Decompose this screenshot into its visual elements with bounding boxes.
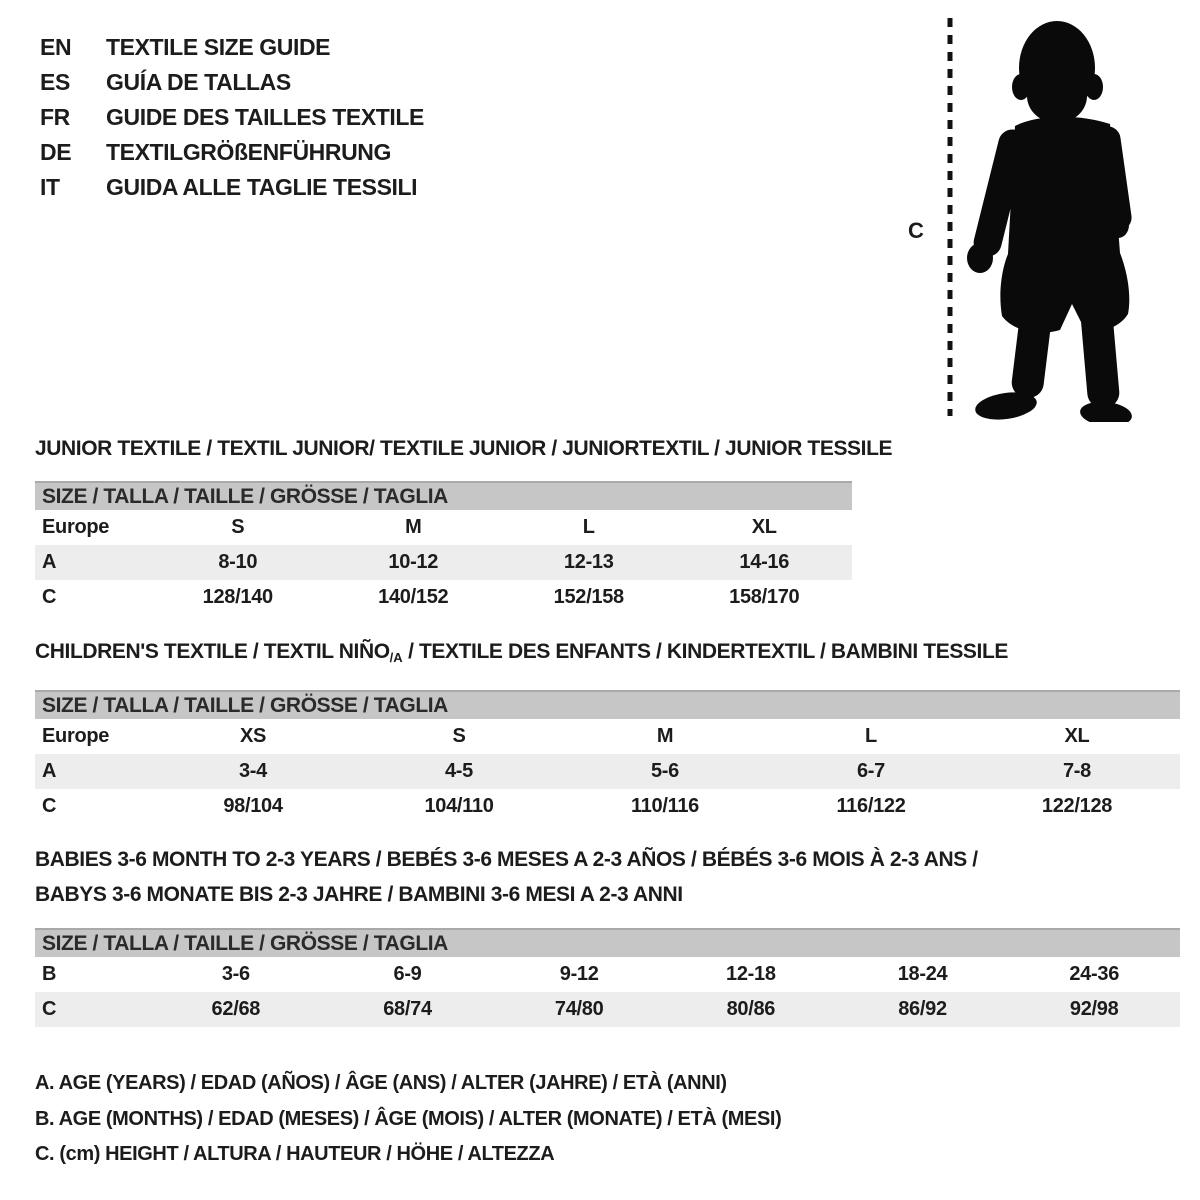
age-cell: 14-16 [739,551,790,573]
table-row-height-cm [35,580,852,615]
junior-section-title: JUNIOR TEXTILE / TEXTIL JUNIOR/ TEXTILE JUNIOR / JUNIORTEXTIL / JUNIOR TESSILE [35,437,893,460]
age-cell: 18-24 [897,963,948,985]
size-cell: XL [1064,725,1090,747]
size-cell: S [231,516,245,538]
legend-note-c: C. (cm) HEIGHT / ALTURA / HAUTEUR / HÖHE / ALTEZZA [35,1143,555,1165]
size-cell: XS [239,725,267,747]
height-cell: 158/170 [729,586,800,608]
size-cell: L [865,725,877,747]
height-cell: 152/158 [553,586,624,608]
row-label: C [42,586,57,608]
children-title-prefix: CHILDREN'S TEXTILE / TEXTIL NIÑO [35,640,390,663]
lang-row-fr [40,100,424,135]
guide-title-fr: GUIDE DES TAILLES TEXTILE [106,104,424,130]
lang-row-es [40,65,424,100]
guide-title-en: TEXTILE SIZE GUIDE [106,34,331,60]
height-cell: 98/104 [223,795,283,817]
guide-title-de: TEXTILGRÖßENFÜHRUNG [106,139,391,165]
age-cell: 3-6 [221,963,250,985]
row-label: C [42,998,57,1020]
table-row-europe [35,719,1180,754]
babies-size-table [35,928,1180,1027]
size-cell: XL [751,516,777,538]
age-cell: 3-4 [238,760,267,782]
age-cell: 7-8 [1062,760,1091,782]
row-label: A [42,551,57,573]
legend-note-b: B. AGE (MONTHS) / EDAD (MESES) / ÂGE (MOIS) / ALTER (MONATE) / ETÀ (MESI) [35,1108,782,1130]
row-label: B [42,963,57,985]
row-label: Europe [42,725,110,747]
row-label: Europe [42,516,110,538]
toddler-figure [898,10,1160,422]
age-cell: 6-9 [393,963,422,985]
children-title-sub: /A [389,650,403,665]
lang-code: FR [40,104,70,130]
row-label: A [42,760,57,782]
children-title-suffix: / TEXTILE DES ENFANTS / KINDERTEXTIL / BAMBINI TESSILE [402,640,1009,663]
size-cell: L [582,516,595,538]
lang-code: EN [40,34,72,60]
toddler-silhouette-icon [967,21,1133,422]
size-header-bar: SIZE / TALLA / TAILLE / GRÖSSE / TAGLIA [35,481,852,510]
junior-size-table [35,481,852,615]
size-header-bar: SIZE / TALLA / TAILLE / GRÖSSE / TAGLIA [35,928,1180,957]
lang-row-en [40,30,424,65]
lang-code: ES [40,69,70,95]
height-cell: 104/110 [424,795,494,817]
size-cell: S [452,725,466,747]
babies-section-title-line1: BABIES 3-6 MONTH TO 2-3 YEARS / BEBÉS 3-6 MESES A 2-3 AÑOS / BÉBÉS 3-6 MOIS À 2-3 ANS / [35,848,978,871]
height-cell: 86/92 [898,998,947,1020]
age-cell: 9-12 [559,963,599,985]
age-cell: 12-13 [563,551,614,573]
height-cell: 68/74 [383,998,432,1020]
table-row-height-cm [35,992,1180,1027]
height-cell: 92/98 [1069,998,1119,1020]
lang-row-it [40,170,424,205]
height-cell: 110/116 [631,795,699,817]
age-cell: 6-7 [856,760,885,782]
table-row-europe [35,510,852,545]
age-cell: 10-12 [388,551,439,573]
height-cell: 74/80 [554,998,604,1020]
height-cell: 62/68 [211,998,261,1020]
height-cell: 128/140 [202,586,273,608]
lang-row-de [40,135,424,170]
table-row-height-cm [35,789,1180,824]
lang-code: DE [40,139,72,165]
row-label: C [42,795,57,817]
age-cell: 24-36 [1069,963,1120,985]
height-cell: 122/128 [1041,795,1113,817]
height-cell: 80/86 [726,998,776,1020]
height-cell: 140/152 [378,586,449,608]
age-cell: 12-18 [726,963,776,985]
size-cell: M [656,725,674,747]
guide-title-it: GUIDA ALLE TAGLIE TESSILI [106,174,418,200]
age-cell: 8-10 [218,551,258,573]
table-row-age-months [35,957,1180,992]
age-cell: 5-6 [650,760,679,782]
table-row-age-years [35,545,852,580]
legend-note-a: A. AGE (YEARS) / EDAD (AÑOS) / ÂGE (ANS) / ALTER (JAHRE) / ETÀ (ANNI) [35,1072,727,1094]
age-cell: 4-5 [444,760,473,782]
guide-title-es: GUÍA DE TALLAS [106,69,291,95]
language-title-list [40,30,424,205]
size-cell: M [405,516,422,538]
children-size-table [35,690,1180,824]
height-measure-label: C [908,218,924,243]
babies-section-title-line2: BABYS 3-6 MONATE BIS 2-3 JAHRE / BAMBINI 3-6 MESI A 2-3 ANNI [35,883,683,906]
height-cell: 116/122 [836,795,906,817]
size-header-bar: SIZE / TALLA / TAILLE / GRÖSSE / TAGLIA [35,690,1180,719]
table-row-age-years [35,754,1180,789]
children-section-title [35,640,1008,664]
lang-code: IT [40,174,60,200]
